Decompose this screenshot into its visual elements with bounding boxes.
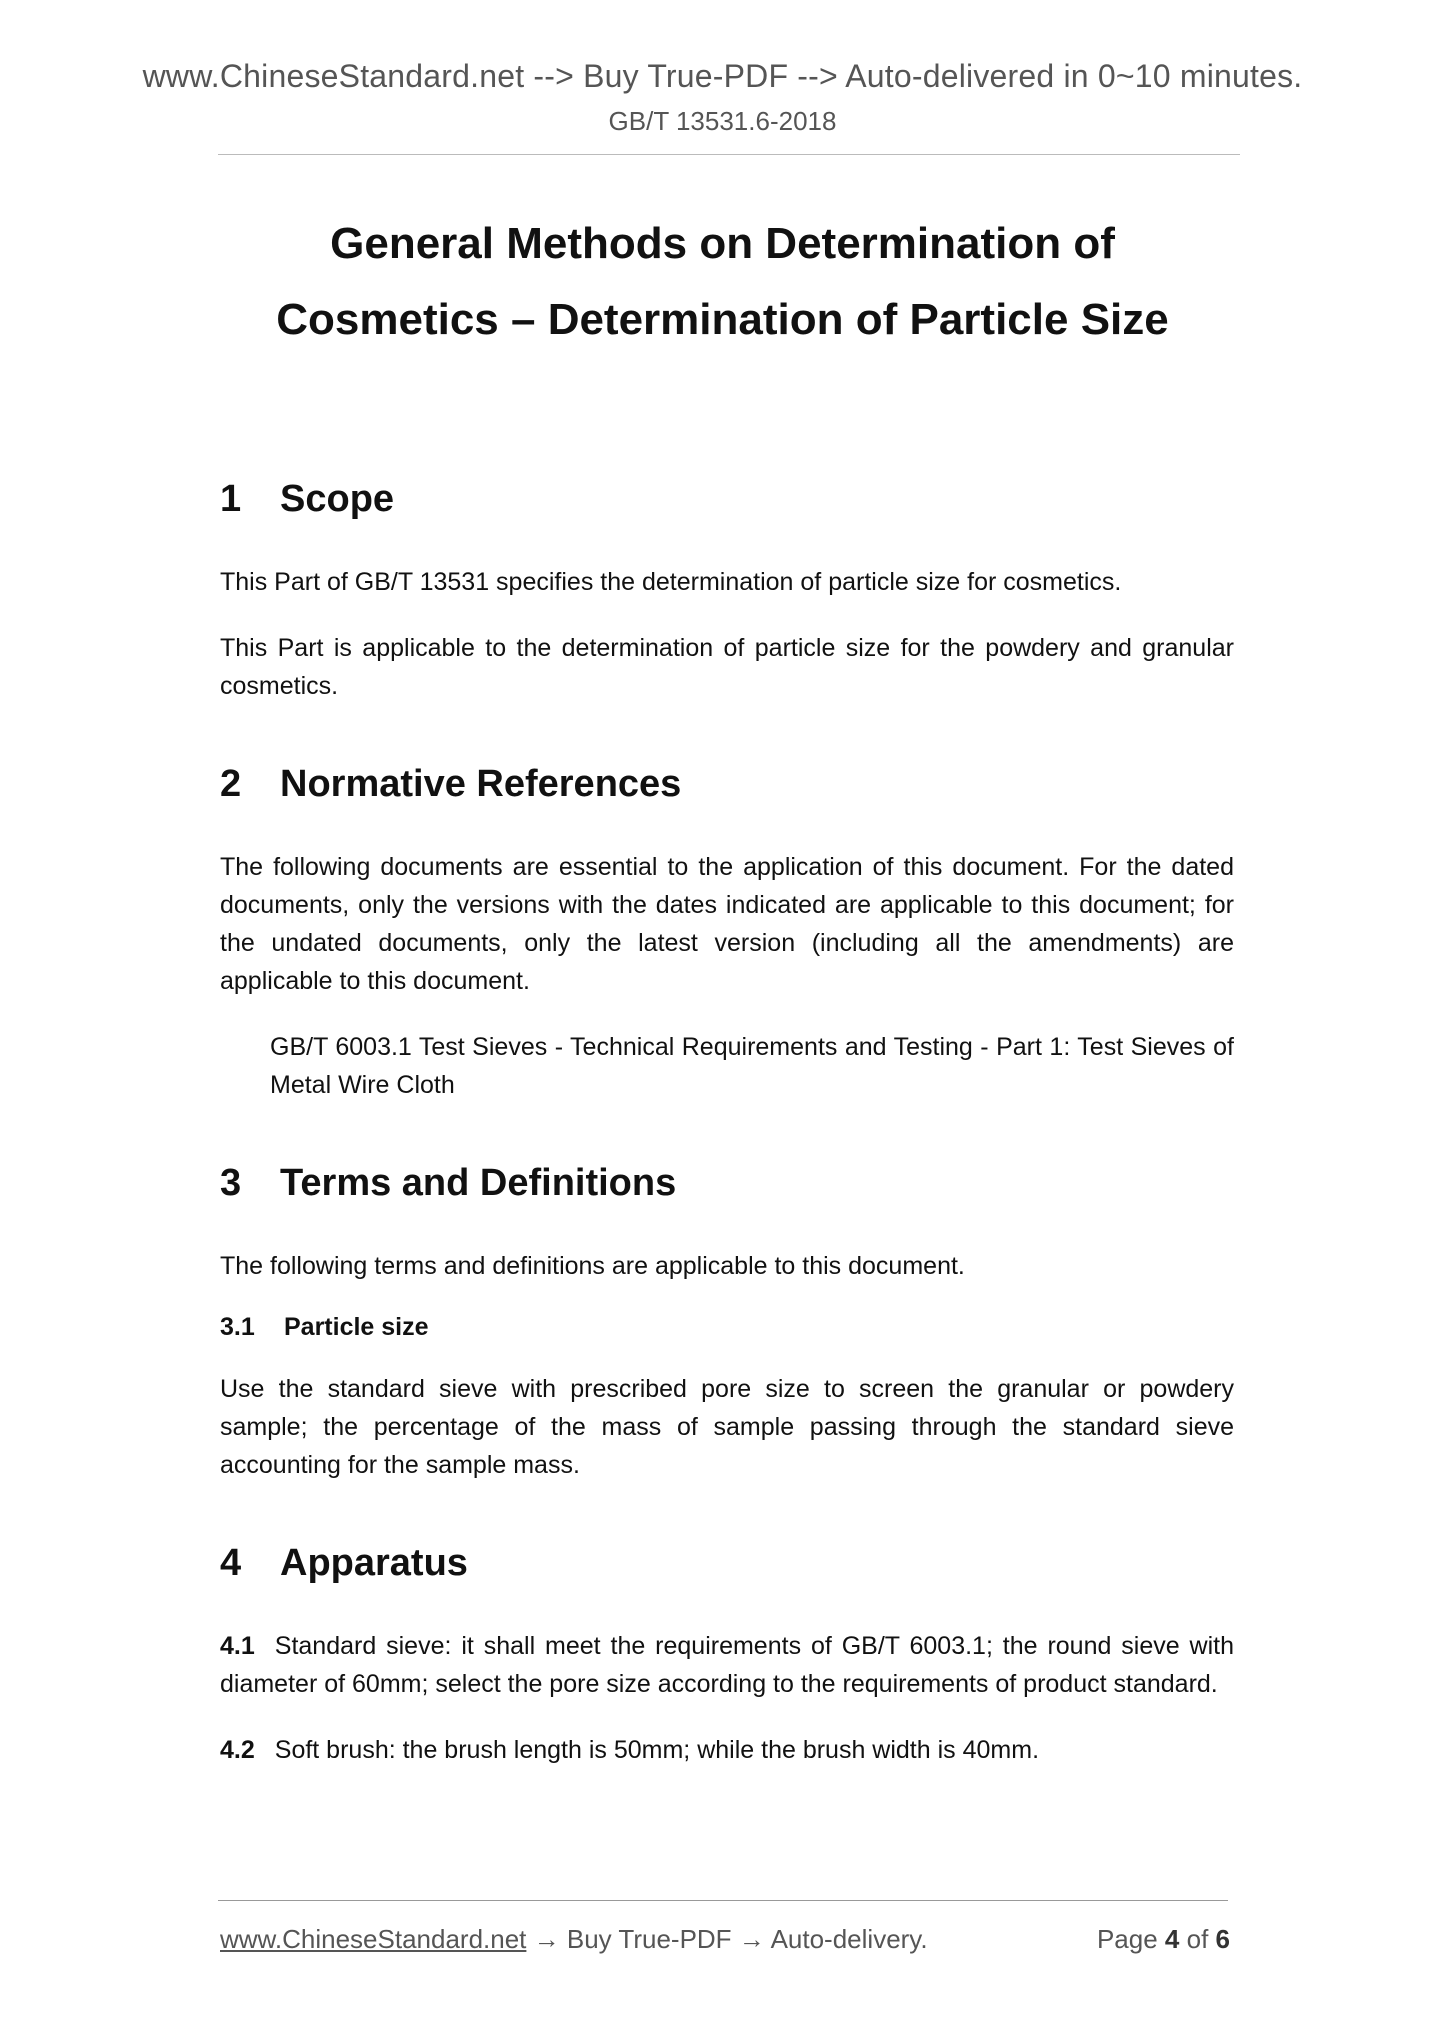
item-number: 4.1 (220, 1632, 255, 1660)
section-heading-scope (220, 478, 1234, 521)
page-total: 6 (1215, 1924, 1230, 1954)
page-label: Page (1096, 1924, 1158, 1954)
apparatus-item (220, 1627, 1234, 1703)
item-text: Standard sieve: it shall meet the requirements of GB/T 6003.1; the round sieve with diameter of 60mm; select the pore size according to the requirements of product standard. (220, 1632, 1234, 1698)
document-title (0, 206, 1445, 358)
section-title: Normative References (280, 763, 682, 805)
site-link[interactable]: www.ChineseStandard.net (220, 1924, 527, 1954)
reference-item: GB/T 6003.1 Test Sieves - Technical Requirements and Testing - Part 1: Test Sieves of Metal Wire Cloth (270, 1033, 1234, 1099)
section-number: 1 (220, 478, 242, 520)
site-banner: www.ChineseStandard.net --> Buy True-PDF --> Auto-delivered in 0~10 minutes. (142, 58, 1303, 94)
section-heading-apparatus (220, 1542, 1234, 1585)
section-title: Apparatus (280, 1542, 468, 1584)
section-number: 2 (220, 763, 242, 805)
standard-code: GB/T 13531.6-2018 (608, 106, 837, 136)
paragraph: The following terms and definitions are applicable to this document. (220, 1252, 965, 1280)
footer-divider (218, 1900, 1228, 1901)
item-text: Soft brush: the brush length is 50mm; while the brush width is 40mm. (274, 1736, 1040, 1764)
paragraph: This Part of GB/T 13531 specifies the determination of particle size for cosmetics. (220, 568, 1122, 596)
page-indicator (1097, 1924, 1230, 1955)
footer-promo-text: → Buy True-PDF → Auto-delivery. (526, 1924, 928, 1954)
title-line-1: General Methods on Determination of (330, 219, 1115, 268)
subsection-heading-particle-size (220, 1313, 1234, 1342)
section-title: Terms and Definitions (280, 1162, 677, 1204)
apparatus-item (220, 1731, 1234, 1769)
paragraph: The following documents are essential to the application of this document. For the dated documents, only the versions with the dates indicated are applicable to this document; for the undated documents, only the latest version (including all the amendments) are applicable to this document. (220, 853, 1234, 995)
section-heading-normative-references (220, 763, 1234, 806)
definition-text: Use the standard sieve with prescribed pore size to screen the granular or powdery sample; the percentage of the mass of sample passing through the standard sieve accounting for the sample mass. (220, 1375, 1234, 1479)
header-divider (218, 154, 1240, 155)
section-title: Scope (280, 478, 395, 520)
page-footer (220, 1924, 1230, 1955)
section-number: 3 (220, 1162, 242, 1204)
document-body (220, 478, 1234, 1797)
subsection-number: 3.1 (220, 1313, 255, 1341)
title-line-2: Cosmetics – Determination of Particle Size (276, 295, 1169, 344)
item-number: 4.2 (220, 1736, 255, 1764)
page-current: 4 (1164, 1924, 1180, 1954)
footer-promo (220, 1924, 928, 1955)
page-of: of (1186, 1924, 1209, 1954)
paragraph: This Part is applicable to the determination of particle size for the powdery and granular cosmetics. (220, 634, 1234, 700)
section-heading-terms (220, 1162, 1234, 1205)
section-number: 4 (220, 1542, 242, 1584)
subsection-title: Particle size (284, 1313, 429, 1341)
